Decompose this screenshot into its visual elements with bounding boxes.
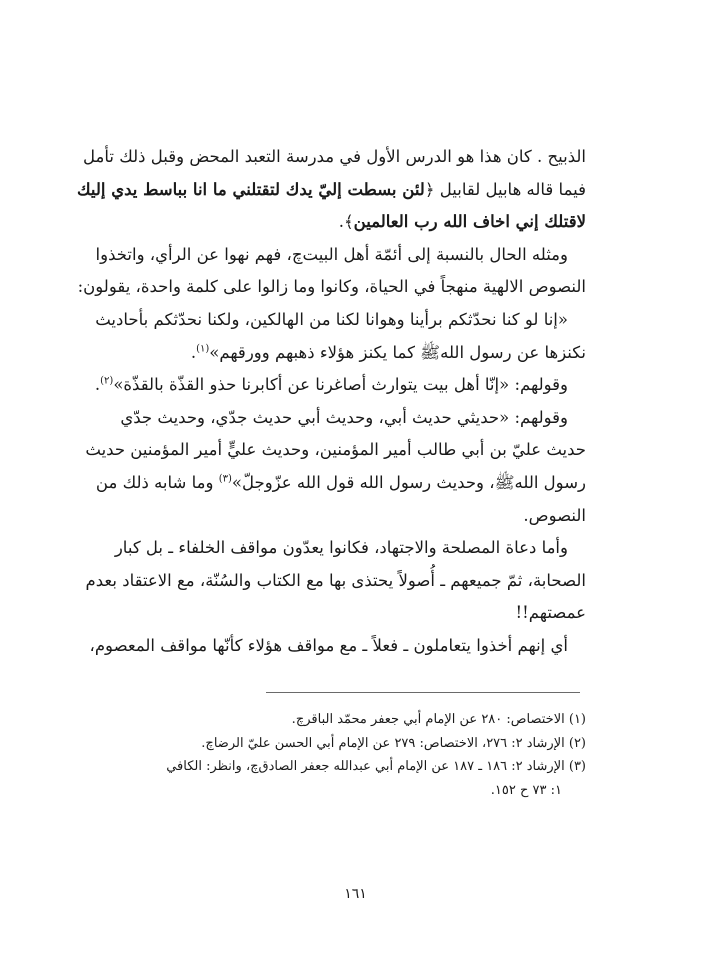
text-line-10 [85, 434, 586, 467]
quran-bracket-close: ﴾ [343, 212, 354, 232]
text-line-13 [110, 532, 586, 565]
line-2-text: فيما قاله هابيل لقابيل [439, 179, 586, 199]
line-1-text: الذبيح . كان هذا هو الدرس الأول في مدرسة التعبد المحض وقبل ذلك تأمل [83, 147, 586, 166]
text-line-7: نكنزها عن رسول اللهﷺ كما يكنز هؤلاء ذهبهم وورقهم»$^{(١)}$. [190, 342, 586, 362]
line-12-text: النصوص. [523, 505, 586, 525]
footnote-3-tail: ، وانظر: الكافي [166, 759, 251, 774]
main-text [76, 141, 586, 663]
footnote-ref-1: (١) [196, 343, 210, 355]
text-line-14 [85, 565, 586, 598]
text-line-4 [95, 239, 586, 272]
honorific-alayhim-icon: ﭺ [291, 244, 303, 264]
footnote-2-text: (٢) الإرشاد ٢: ٢٧٦، الاختصاص: ٢٧٩ عن الإمام أبي الحسن عليّ الرضا [213, 735, 586, 751]
footnote-divider [266, 692, 580, 693]
text-line-11 [95, 467, 586, 500]
text-line-15 [110, 597, 586, 630]
footnote-2: (٢) الإرشاد ٢: ٢٧٦، الاختصاص: ٢٧٩ عن الإمام أبي الحسن عليّ الرضاﭺ. [201, 735, 586, 751]
quran-bracket-open: ﴿ [424, 179, 435, 199]
footnote-ref-3: (٣) [218, 473, 232, 485]
line-11-text-b: ، وحديث رسول الله قول الله عزّوجلّ» [231, 472, 495, 492]
line-10-text: حديث عليّ بن أبي طالب أمير المؤمنين، وحديث عليٍّ أمير المؤمنين حديث [85, 440, 586, 460]
text-line-2 [76, 174, 586, 207]
text-line-16 [89, 630, 586, 663]
line-4-text-a: ومثله الحال بالنسبة إلى أئمّة أهل البيت [302, 244, 568, 264]
footnote-3 [110, 755, 586, 779]
line-5-text: النصوص الالهية منهجاً في الحياة، وكانوا وما زالوا على كلمة واحدة، يقولون: [77, 277, 586, 297]
line-7-text-a: نكنزها عن رسول الله [440, 342, 586, 362]
footnote-3-continued [110, 779, 586, 803]
line-7-text-b: كما يكنز هؤلاء ذهبهم وورقهم» [209, 342, 415, 362]
footnote-3-text: (٣) الإرشاد ٢: ١٨٦ ـ ١٨٧ عن الإمام أبي عبدالله جعفر الصادق [258, 759, 586, 774]
text-line-12 [110, 500, 586, 533]
line-14-text: الصحابة، ثمّ جميعهم ـ أُصولاً يحتذى بها مع الكتاب والسُنّة، مع الاعتقاد بعدم [85, 570, 586, 590]
text-line-9 [110, 402, 586, 435]
footnote-3-cont-text: ١: ٧٣ ح ١٥٢. [490, 782, 562, 798]
line-15-text: عمصتهم!! [515, 603, 586, 623]
text-line-6 [95, 304, 586, 337]
line-9-text: وقولهم: «حديثي حديث أبي، وحديث أبي حديث جدّي، وحديث جدّي [120, 407, 568, 427]
page-number: ١٦١ [344, 886, 367, 902]
quran-verse-part-1: لئن بسطت إليّ يدك لتقتلني ما انا بباسط يدي إليك [76, 179, 425, 199]
footnote-1-honorific-icon: ﭺ [295, 712, 305, 727]
footnote-3-honorific-icon: ﭺ [250, 759, 259, 774]
honorific-prophet-icon: ﷺ [420, 342, 441, 362]
footnote-1-text: (١) الاختصاص: ٢٨٠ عن الإمام أبي جعفر محمّد الباقر [304, 712, 586, 727]
footnote-2-honorific-icon: ﭺ [205, 735, 214, 751]
line-11-text-c: وما شابه ذلك من [95, 472, 214, 492]
line-11-text-a: رسول الله [514, 472, 586, 492]
line-13-text: وأما دعاة المصلحة والاجتهاد، فكانوا يعدّون مواقف الخلفاء ـ بل كبار [114, 538, 568, 558]
line-8-text: وقولهم: «إنّا أهل بيت يتوارث أصاغرنا عن أكابرنا حذو القذّة بالقذّة» [113, 375, 568, 395]
text-line-8: وقولهم: «إنّا أهل بيت يتوارث أصاغرنا عن أكابرنا حذو القذّة بالقذّة»$^{(٢)}$. [94, 375, 568, 395]
text-line-1 [83, 141, 586, 174]
footnotes [110, 708, 586, 802]
line-16-text: أي إنهم أخذوا يتعاملون ـ فعلاً ـ مع مواقف هؤلاء كأنّها مواقف المعصوم، [89, 635, 568, 655]
footnote-ref-2: (٢) [100, 375, 114, 387]
footnote-1: (١) الاختصاص: ٢٨٠ عن الإمام أبي جعفر محمّد الباقرﭺ. [291, 712, 586, 727]
text-line-5 [77, 271, 586, 304]
line-4-text-b: ، فهم نهوا عن الرأي، واتخذوا [95, 244, 292, 264]
line-6-text: «إنا لو كنا نحدّثكم برأينا وهوانا لكنا من الهالكين، ولكنا نحدّثكم بأحاديث [95, 309, 568, 329]
quran-verse-part-2: لاقتلك إني اخاف الله رب العالمين [353, 212, 586, 232]
text-line-3: لاقتلك إني اخاف الله رب العالمين﴾. [338, 212, 586, 232]
honorific-prophet-icon-2: ﷺ [494, 472, 515, 492]
